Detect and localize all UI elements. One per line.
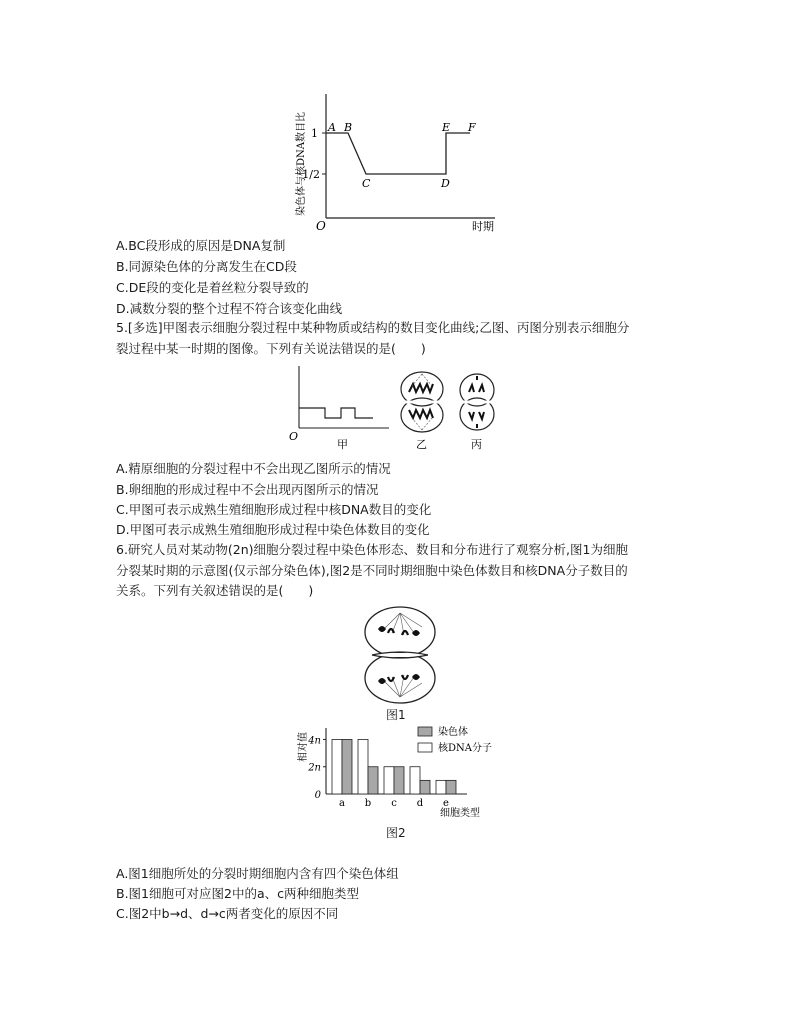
origin-label: O — [316, 219, 326, 233]
x-axis-label: 时期 — [472, 220, 494, 233]
bar-c-chromosome — [394, 767, 404, 794]
legend-swatch-chromosome — [418, 727, 432, 736]
bar-b-chromosome — [368, 767, 378, 794]
x-tick-label: d — [416, 798, 424, 809]
q4-option-c: C.DE段的变化是着丝粒分裂导致的 — [116, 280, 309, 295]
q6-option-b: B.图1细胞可对应图2中的a、c两种细胞类型 — [116, 886, 359, 901]
cell-bing — [460, 374, 494, 430]
label-yi: 乙 — [416, 438, 427, 451]
q4-option-b: B.同源染色体的分离发生在CD段 — [116, 259, 297, 274]
q5-option-c: C.甲图可表示成熟生殖细胞形成过程中核DNA数目的变化 — [116, 502, 432, 517]
jia-curve — [299, 408, 373, 418]
q5-option-a: A.精原细胞的分裂过程中不会出现乙图所示的情况 — [116, 461, 391, 476]
fig1-caption: 图1 — [386, 708, 406, 722]
q5-figures — [285, 362, 515, 457]
y-tick-half: 1/2 — [302, 168, 320, 181]
ratio-curve — [326, 133, 470, 174]
y-axis-label: 染色体与核DNA数目比 — [296, 112, 307, 216]
q5-stem-line2: 裂过程中某一时期的图像。下列有关说法错误的是( ) — [116, 341, 426, 356]
point-b-label: B — [344, 121, 353, 134]
chromosome-dna-bar-chart — [292, 722, 512, 822]
x-tick-label: b — [364, 798, 372, 809]
point-e-label: E — [442, 121, 451, 134]
label-jia: 甲 — [337, 438, 348, 451]
q5-origin: O — [289, 430, 299, 443]
bar-d-dna — [410, 767, 420, 794]
legend-dna: 核DNA分子 — [438, 743, 492, 754]
y-tick-label: 2n — [308, 762, 321, 774]
point-d-label: D — [441, 177, 450, 190]
fig2-caption: 图2 — [386, 826, 406, 840]
x-tick-label: a — [339, 798, 345, 809]
point-c-label: C — [362, 177, 371, 190]
x-axis-title: 细胞类型 — [440, 808, 480, 819]
q6-cell-diagram — [360, 605, 440, 705]
x-tick-label: c — [391, 798, 397, 809]
legend-swatch-dna — [418, 743, 432, 752]
point-f-label: F — [468, 121, 476, 134]
point-a-label: A — [328, 121, 336, 134]
bar-e-dna — [436, 780, 446, 794]
bar-a-dna — [332, 739, 342, 794]
label-bing: 丙 — [471, 438, 482, 451]
y-tick-label: 0 — [314, 790, 321, 801]
q4-option-a: A.BC段形成的原因是DNA复制 — [116, 238, 286, 253]
bar-d-chromosome — [420, 780, 430, 794]
x-tick-label: e — [443, 798, 449, 809]
cell-yi — [401, 372, 443, 432]
q6-stem-line3: 关系。下列有关叙述错误的是( ) — [116, 583, 314, 598]
y-axis-title: 相对值 — [298, 732, 309, 762]
q6-option-a: A.图1细胞所处的分裂时期细胞内含有四个染色体组 — [116, 866, 399, 881]
q4-option-d: D.减数分裂的整个过程不符合该变化曲线 — [116, 301, 343, 316]
bar-e-chromosome — [446, 780, 456, 794]
bar-a-chromosome — [342, 739, 352, 794]
bar-c-dna — [384, 767, 394, 794]
legend-chromosome: 染色体 — [438, 727, 468, 738]
bar-b-dna — [358, 739, 368, 794]
q6-option-c: C.图2中b→d、d→c两者变化的原因不同 — [116, 906, 339, 921]
q6-stem-line1: 6.研究人员对某动物(2n)细胞分裂过程中染色体形态、数目和分布进行了观察分析,图1为细胞 — [116, 542, 628, 557]
y-tick-1: 1 — [311, 127, 318, 140]
q6-stem-line2: 分裂某时期的示意图(仅示部分染色体),图2是不同时期细胞中染色体数目和核DNA分子数目的 — [116, 563, 628, 578]
y-tick-label: 4n — [308, 735, 321, 747]
q5-option-b: B.卵细胞的形成过程中不会出现丙图所示的情况 — [116, 482, 379, 497]
ratio-line-graph — [290, 90, 510, 235]
q5-stem-line1: 5.[多选]甲图表示细胞分裂过程中某种物质或结构的数目变化曲线;乙图、丙图分别表示细胞分 — [116, 320, 630, 335]
q5-option-d: D.甲图可表示成熟生殖细胞形成过程中染色体数目的变化 — [116, 522, 430, 537]
